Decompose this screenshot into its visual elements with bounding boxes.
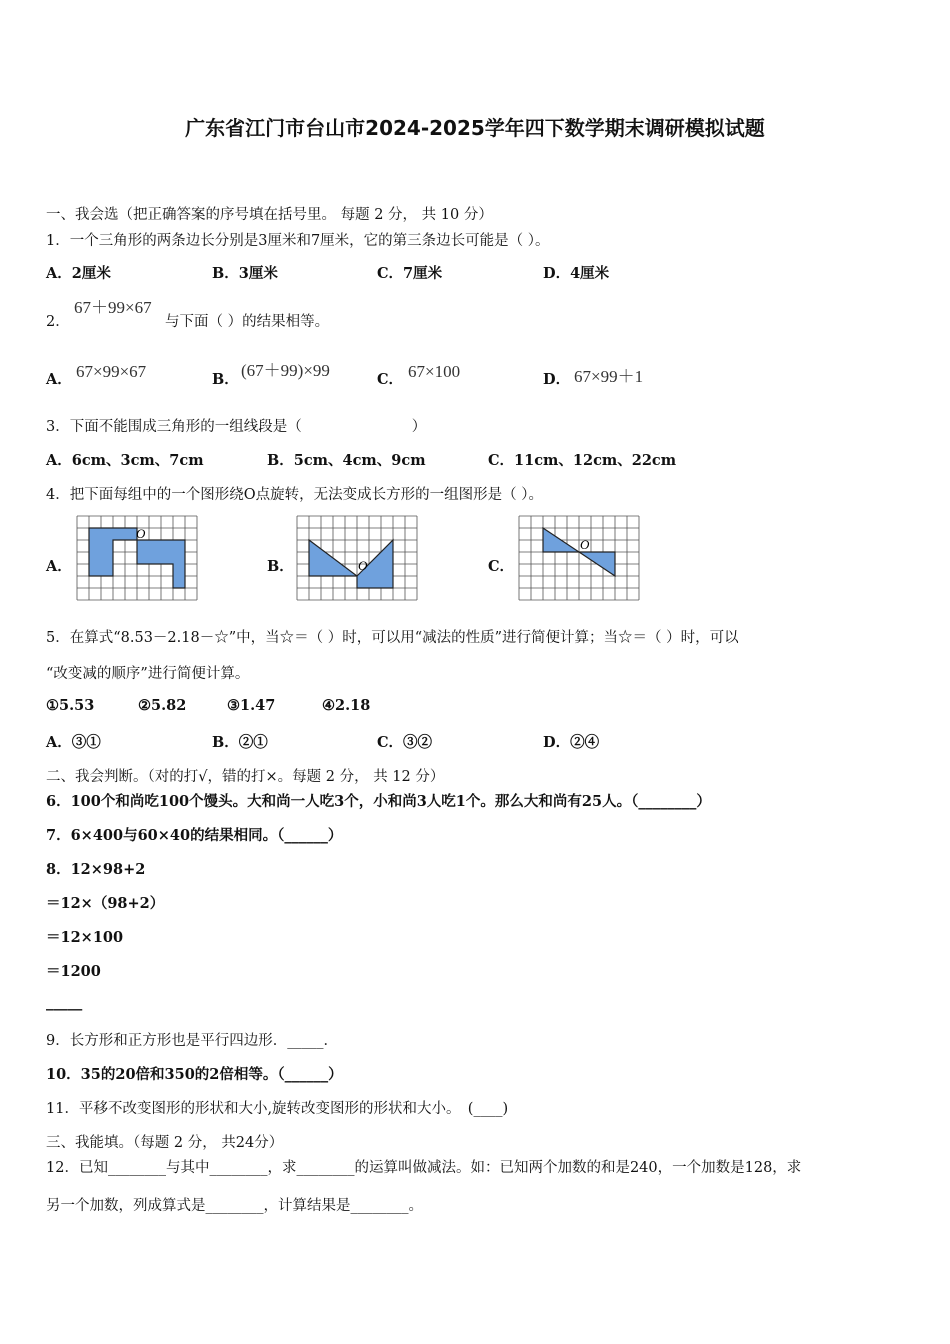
question-2-number: 2． <box>46 314 70 330</box>
q2-option-b-label[interactable]: B． <box>212 371 239 388</box>
q4-option-a-label[interactable]: A． <box>46 558 72 575</box>
q4b-o-label: O <box>358 558 368 573</box>
q2-option-d-label[interactable]: D． <box>543 371 571 388</box>
q4-option-c-label[interactable]: C． <box>488 558 515 575</box>
question-2-text: 与下面（ ）的结果相等。 <box>165 314 330 330</box>
q2-option-d[interactable]: 67×99＋1 <box>574 367 644 386</box>
question-4: 4．把下面每组中的一个图形绕O点旋转，无法变成长方形的一组图形是（ ）。 <box>46 487 543 503</box>
question-8-line-2: ＝12×（98+2） <box>46 895 165 912</box>
question-12-line-2: 另一个加数，列成算式是________，计算结果是________。 <box>46 1198 423 1214</box>
q4a-o-label: O <box>136 526 146 541</box>
question-5-line-1: 5．在算式“8.53－2.18－☆”中，当☆＝（ ）时，可以用“减法的性质”进行简便计算；当☆＝（ ）时，可以 <box>46 630 739 646</box>
question-2-expression: 67＋99×67 <box>74 298 152 317</box>
q5-option-b[interactable]: B．②① <box>212 734 268 751</box>
q2-option-b[interactable]: (67＋99)×99 <box>241 361 330 380</box>
q1-option-c[interactable]: C．7厘米 <box>377 265 443 282</box>
question-3-text: 3．下面不能围成三角形的一组线段是（ <box>46 419 302 435</box>
q5-choice-1: ①5.53 <box>46 697 95 714</box>
question-12-line-1: 12．已知________与其中________，求________的运算叫做减法。如：已知两个加数的和是240，一个加数是128，求 <box>46 1160 802 1176</box>
q2-option-a-label[interactable]: A． <box>46 371 72 388</box>
q5-choice-2: ②5.82 <box>138 697 187 714</box>
question-9: 9．长方形和正方形也是平行四边形．_____． <box>46 1033 338 1049</box>
q1-option-d[interactable]: D．4厘米 <box>543 265 610 282</box>
q2-option-c[interactable]: 67×100 <box>408 362 461 381</box>
q1-option-b[interactable]: B．3厘米 <box>212 265 278 282</box>
q1-option-a[interactable]: A．2厘米 <box>46 265 111 282</box>
q3-option-c[interactable]: C．11cm、12cm、22cm <box>488 452 677 469</box>
question-8-answer-blank[interactable]: _____ <box>46 994 83 1011</box>
q4-option-b-label[interactable]: B． <box>267 558 294 575</box>
question-8-line-4: ＝1200 <box>46 963 101 980</box>
question-11: 11．平移不改变图形的形状和大小,旋转改变图形的形状和大小。 (____) <box>46 1101 509 1117</box>
q5-option-d[interactable]: D．②④ <box>543 734 600 751</box>
q4c-o-label: O <box>580 537 590 552</box>
q4-figure-b[interactable] <box>295 514 420 604</box>
question-8-line-3: ＝12×100 <box>46 929 124 946</box>
question-10: 10．35的20倍和350的2倍相等。（______） <box>46 1066 343 1083</box>
q5-option-a[interactable]: A．③① <box>46 734 101 751</box>
q5-choice-3: ③1.47 <box>227 697 276 714</box>
q4-figure-a[interactable] <box>75 514 200 604</box>
q5-choice-4: ④2.18 <box>322 697 371 714</box>
question-3-close: ） <box>411 419 427 435</box>
question-1: 1．一个三角形的两条边长分别是3厘米和7厘米，它的第三条边长可能是（ ）。 <box>46 233 550 249</box>
q5-option-c[interactable]: C．③② <box>377 734 433 751</box>
q3-option-b[interactable]: B．5cm、4cm、9cm <box>267 452 426 469</box>
section-3-heading: 三、我能填。（每题 2 分， 共24分） <box>46 1135 284 1151</box>
question-5-line-2: “改变减的顺序”进行简便计算。 <box>46 666 250 682</box>
q3-option-a[interactable]: A．6cm、3cm、7cm <box>46 452 204 469</box>
question-3 <box>46 415 426 436</box>
q4-figure-c[interactable] <box>517 514 642 604</box>
q2-option-a[interactable]: 67×99×67 <box>76 362 147 381</box>
question-8-line-1: 8．12×98+2 <box>46 861 146 878</box>
q2-option-c-label[interactable]: C． <box>377 371 404 388</box>
question-6: 6．100个和尚吃100个馒头。大和尚一人吃3个，小和尚3人吃1个。那么大和尚有25人。（________） <box>46 793 711 810</box>
question-7: 7．6×400与60×40的结果相同。（______） <box>46 827 343 844</box>
section-1-heading: 一、我会选（把正确答案的序号填在括号里。 每题 2 分， 共 10 分） <box>46 207 493 223</box>
page-title: 广东省江门市台山市2024-2025学年四下数学期末调研模拟试题 <box>185 116 765 140</box>
section-2-heading: 二、我会判断。（对的打√，错的打×。每题 2 分， 共 12 分） <box>46 769 445 785</box>
